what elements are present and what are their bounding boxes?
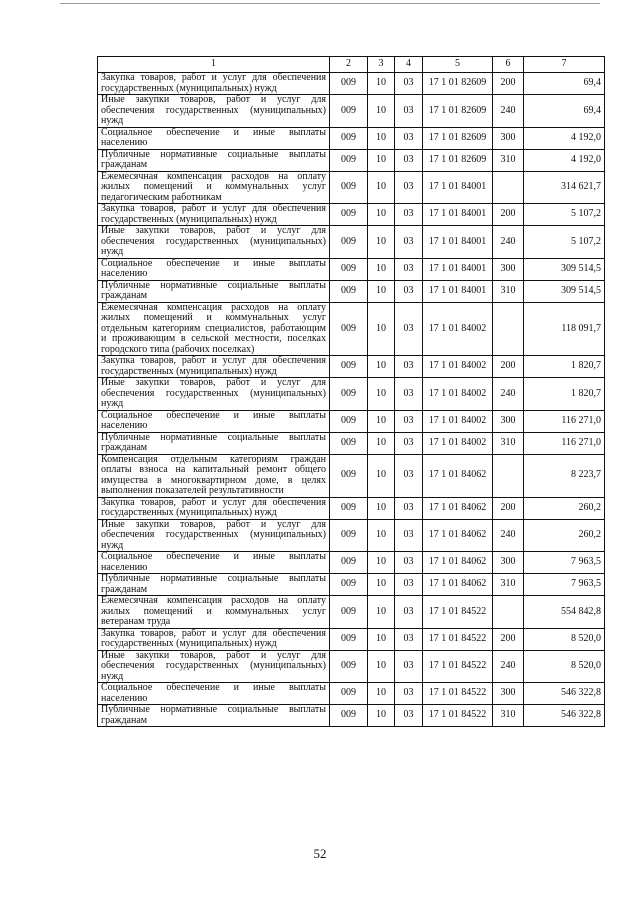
row-code-5: 17 1 01 84062: [423, 454, 493, 497]
row-code-6: 310: [493, 574, 524, 596]
table-row: [98, 552, 605, 574]
row-code-4: 03: [395, 454, 423, 497]
row-code-3: 10: [368, 454, 395, 497]
column-header-1: 1: [98, 57, 330, 73]
row-amount: 4 192,0: [524, 149, 605, 171]
row-code-3: 10: [368, 497, 395, 519]
row-code-2: 009: [330, 226, 368, 259]
row-code-6: 240: [493, 378, 524, 411]
row-code-5: 17 1 01 82609: [423, 127, 493, 149]
row-code-2: 009: [330, 204, 368, 226]
row-code-3: 10: [368, 596, 395, 629]
row-code-4: 03: [395, 378, 423, 411]
row-description: Публичные нормативные социальные выплаты гражданам: [98, 280, 330, 302]
row-code-3: 10: [368, 574, 395, 596]
table-row: [98, 127, 605, 149]
row-description: Социальное обеспечение и иные выплаты населению: [98, 552, 330, 574]
row-description: Социальное обеспечение и иные выплаты населению: [98, 683, 330, 705]
row-code-6: [493, 596, 524, 629]
row-code-2: 009: [330, 628, 368, 650]
row-amount: 69,4: [524, 73, 605, 95]
row-code-3: 10: [368, 73, 395, 95]
row-code-3: 10: [368, 171, 395, 204]
row-code-5: 17 1 01 84522: [423, 650, 493, 683]
row-code-4: 03: [395, 650, 423, 683]
row-description: Социальное обеспечение и иные выплаты населению: [98, 410, 330, 432]
row-description: Публичные нормативные социальные выплаты гражданам: [98, 574, 330, 596]
row-code-3: 10: [368, 410, 395, 432]
row-code-5: 17 1 01 84522: [423, 683, 493, 705]
table-row: [98, 149, 605, 171]
row-code-4: 03: [395, 149, 423, 171]
row-amount: 1 820,7: [524, 378, 605, 411]
row-code-5: 17 1 01 84002: [423, 356, 493, 378]
row-code-6: 200: [493, 73, 524, 95]
row-description: Иные закупки товаров, работ и услуг для обеспечения государственных (муниципальных) нужд: [98, 378, 330, 411]
row-description: Ежемесячная компенсация расходов на оплату жилых помещений и коммунальных услуг педагогическим работникам: [98, 171, 330, 204]
row-code-5: 17 1 01 84001: [423, 171, 493, 204]
row-code-5: 17 1 01 84002: [423, 432, 493, 454]
row-code-6: 200: [493, 628, 524, 650]
row-description: Ежемесячная компенсация расходов на оплату жилых помещений и коммунальных услуг ветеранам труда: [98, 596, 330, 629]
row-amount: 8 520,0: [524, 650, 605, 683]
row-description: Закупка товаров, работ и услуг для обеспечения государственных (муниципальных) нужд: [98, 497, 330, 519]
row-amount: 5 107,2: [524, 204, 605, 226]
table-row: [98, 454, 605, 497]
row-description: Закупка товаров, работ и услуг для обеспечения государственных (муниципальных) нужд: [98, 356, 330, 378]
row-code-4: 03: [395, 302, 423, 356]
row-code-3: 10: [368, 258, 395, 280]
row-code-5: 17 1 01 84062: [423, 497, 493, 519]
table-row: [98, 596, 605, 629]
row-description: Иные закупки товаров, работ и услуг для обеспечения государственных (муниципальных) нужд: [98, 519, 330, 552]
row-code-2: 009: [330, 650, 368, 683]
row-code-5: 17 1 01 84002: [423, 410, 493, 432]
row-code-6: 300: [493, 552, 524, 574]
row-code-3: 10: [368, 149, 395, 171]
table-header: [98, 57, 605, 73]
row-code-4: 03: [395, 226, 423, 259]
row-code-2: 009: [330, 258, 368, 280]
row-code-4: 03: [395, 127, 423, 149]
row-code-4: 03: [395, 95, 423, 128]
column-header-2: 2: [330, 57, 368, 73]
row-code-4: 03: [395, 73, 423, 95]
row-code-4: 03: [395, 204, 423, 226]
row-code-2: 009: [330, 454, 368, 497]
row-code-2: 009: [330, 705, 368, 727]
row-code-5: 17 1 01 84001: [423, 226, 493, 259]
row-description: Иные закупки товаров, работ и услуг для обеспечения государственных (муниципальных) нужд: [98, 650, 330, 683]
row-code-6: 310: [493, 432, 524, 454]
row-code-5: 17 1 01 84062: [423, 574, 493, 596]
row-amount: 118 091,7: [524, 302, 605, 356]
table-row: [98, 258, 605, 280]
table-row: [98, 519, 605, 552]
header-row: [98, 57, 605, 73]
row-description: Ежемесячная компенсация расходов на оплату жилых помещений и коммунальных услуг отдельным категориям специалистов, работающим и проживающим в сельской местности, поселках городского типа (рабочих поселках): [98, 302, 330, 356]
row-code-4: 03: [395, 552, 423, 574]
row-amount: 314 621,7: [524, 171, 605, 204]
row-code-6: 200: [493, 204, 524, 226]
row-code-3: 10: [368, 705, 395, 727]
column-header-5: 5: [423, 57, 493, 73]
row-code-3: 10: [368, 95, 395, 128]
row-code-2: 009: [330, 356, 368, 378]
row-description: Закупка товаров, работ и услуг для обеспечения государственных (муниципальных) нужд: [98, 628, 330, 650]
row-code-5: 17 1 01 84062: [423, 519, 493, 552]
table-row: [98, 410, 605, 432]
row-code-5: 17 1 01 84522: [423, 705, 493, 727]
row-amount: 4 192,0: [524, 127, 605, 149]
row-code-2: 009: [330, 127, 368, 149]
column-header-3: 3: [368, 57, 395, 73]
row-code-6: 240: [493, 95, 524, 128]
row-description: Публичные нормативные социальные выплаты гражданам: [98, 432, 330, 454]
row-description: Публичные нормативные социальные выплаты гражданам: [98, 149, 330, 171]
row-code-5: 17 1 01 84002: [423, 378, 493, 411]
row-code-4: 03: [395, 574, 423, 596]
table-body: [98, 73, 605, 727]
row-code-4: 03: [395, 432, 423, 454]
table-row: [98, 432, 605, 454]
row-amount: 546 322,8: [524, 705, 605, 727]
row-code-4: 03: [395, 171, 423, 204]
row-code-6: [493, 171, 524, 204]
row-code-4: 03: [395, 519, 423, 552]
row-code-3: 10: [368, 683, 395, 705]
row-code-3: 10: [368, 650, 395, 683]
row-amount: 116 271,0: [524, 432, 605, 454]
row-description: Социальное обеспечение и иные выплаты населению: [98, 127, 330, 149]
row-description: Закупка товаров, работ и услуг для обеспечения государственных (муниципальных) нужд: [98, 204, 330, 226]
row-amount: 554 842,8: [524, 596, 605, 629]
row-code-4: 03: [395, 410, 423, 432]
row-code-2: 009: [330, 73, 368, 95]
column-header-6: 6: [493, 57, 524, 73]
row-code-6: 300: [493, 683, 524, 705]
row-amount: 8 223,7: [524, 454, 605, 497]
row-amount: 7 963,5: [524, 574, 605, 596]
table-row: [98, 95, 605, 128]
page-number: 52: [313, 846, 327, 861]
row-code-2: 009: [330, 302, 368, 356]
row-code-2: 009: [330, 95, 368, 128]
row-code-6: 200: [493, 497, 524, 519]
row-code-3: 10: [368, 628, 395, 650]
table-row: [98, 650, 605, 683]
row-code-6: 300: [493, 127, 524, 149]
row-code-4: 03: [395, 628, 423, 650]
row-code-3: 10: [368, 519, 395, 552]
row-code-2: 009: [330, 596, 368, 629]
row-description: Публичные нормативные социальные выплаты гражданам: [98, 705, 330, 727]
row-code-4: 03: [395, 596, 423, 629]
row-code-5: 17 1 01 82609: [423, 73, 493, 95]
row-code-3: 10: [368, 226, 395, 259]
table-row: [98, 204, 605, 226]
row-code-6: [493, 454, 524, 497]
table-row: [98, 628, 605, 650]
row-code-3: 10: [368, 127, 395, 149]
row-code-2: 009: [330, 280, 368, 302]
row-code-3: 10: [368, 302, 395, 356]
row-code-2: 009: [330, 683, 368, 705]
row-code-6: 240: [493, 519, 524, 552]
row-code-3: 10: [368, 204, 395, 226]
row-code-4: 03: [395, 705, 423, 727]
row-description: Иные закупки товаров, работ и услуг для обеспечения государственных (муниципальных) нужд: [98, 226, 330, 259]
row-code-2: 009: [330, 378, 368, 411]
row-amount: 1 820,7: [524, 356, 605, 378]
row-code-4: 03: [395, 683, 423, 705]
row-code-3: 10: [368, 356, 395, 378]
table-row: [98, 497, 605, 519]
row-amount: 8 520,0: [524, 628, 605, 650]
table-row: [98, 73, 605, 95]
column-header-4: 4: [395, 57, 423, 73]
row-code-5: 17 1 01 84001: [423, 204, 493, 226]
row-code-6: 310: [493, 280, 524, 302]
row-code-5: 17 1 01 84001: [423, 280, 493, 302]
row-code-5: 17 1 01 84002: [423, 302, 493, 356]
row-amount: 309 514,5: [524, 258, 605, 280]
row-code-6: 200: [493, 356, 524, 378]
row-code-2: 009: [330, 519, 368, 552]
table-row: [98, 574, 605, 596]
row-description: Компенсация отдельным категориям граждан оплаты взноса на капитальный ремонт общего имущества в многоквартирном доме, в целях выполнения показателей результативности: [98, 454, 330, 497]
row-code-6: 300: [493, 258, 524, 280]
row-code-3: 10: [368, 378, 395, 411]
row-code-6: 240: [493, 226, 524, 259]
row-description: Иные закупки товаров, работ и услуг для обеспечения государственных (муниципальных) нужд: [98, 95, 330, 128]
budget-table: [97, 56, 605, 727]
row-code-6: [493, 302, 524, 356]
row-code-2: 009: [330, 497, 368, 519]
row-amount: 116 271,0: [524, 410, 605, 432]
row-code-5: 17 1 01 84522: [423, 596, 493, 629]
row-code-5: 17 1 01 84062: [423, 552, 493, 574]
row-amount: 260,2: [524, 519, 605, 552]
row-amount: 69,4: [524, 95, 605, 128]
row-code-2: 009: [330, 552, 368, 574]
column-header-7: 7: [524, 57, 605, 73]
row-code-6: 310: [493, 705, 524, 727]
table-row: [98, 683, 605, 705]
row-code-4: 03: [395, 280, 423, 302]
table-row: [98, 705, 605, 727]
table-row: [98, 356, 605, 378]
row-code-2: 009: [330, 432, 368, 454]
row-code-4: 03: [395, 356, 423, 378]
top-rule: [60, 3, 600, 4]
row-code-5: 17 1 01 82609: [423, 95, 493, 128]
row-amount: 5 107,2: [524, 226, 605, 259]
row-code-2: 009: [330, 410, 368, 432]
table-row: [98, 280, 605, 302]
row-code-5: 17 1 01 82609: [423, 149, 493, 171]
row-amount: 7 963,5: [524, 552, 605, 574]
row-code-4: 03: [395, 497, 423, 519]
row-code-2: 009: [330, 171, 368, 204]
row-code-3: 10: [368, 280, 395, 302]
row-code-2: 009: [330, 149, 368, 171]
row-amount: 260,2: [524, 497, 605, 519]
row-code-5: 17 1 01 84522: [423, 628, 493, 650]
table-row: [98, 302, 605, 356]
row-code-3: 10: [368, 432, 395, 454]
row-description: Закупка товаров, работ и услуг для обеспечения государственных (муниципальных) нужд: [98, 73, 330, 95]
row-code-6: 310: [493, 149, 524, 171]
row-description: Социальное обеспечение и иные выплаты населению: [98, 258, 330, 280]
row-code-4: 03: [395, 258, 423, 280]
row-code-5: 17 1 01 84001: [423, 258, 493, 280]
row-code-3: 10: [368, 552, 395, 574]
table-row: [98, 226, 605, 259]
row-code-6: 240: [493, 650, 524, 683]
table-row: [98, 171, 605, 204]
row-amount: 309 514,5: [524, 280, 605, 302]
table-row: [98, 378, 605, 411]
row-code-2: 009: [330, 574, 368, 596]
row-amount: 546 322,8: [524, 683, 605, 705]
row-code-6: 300: [493, 410, 524, 432]
